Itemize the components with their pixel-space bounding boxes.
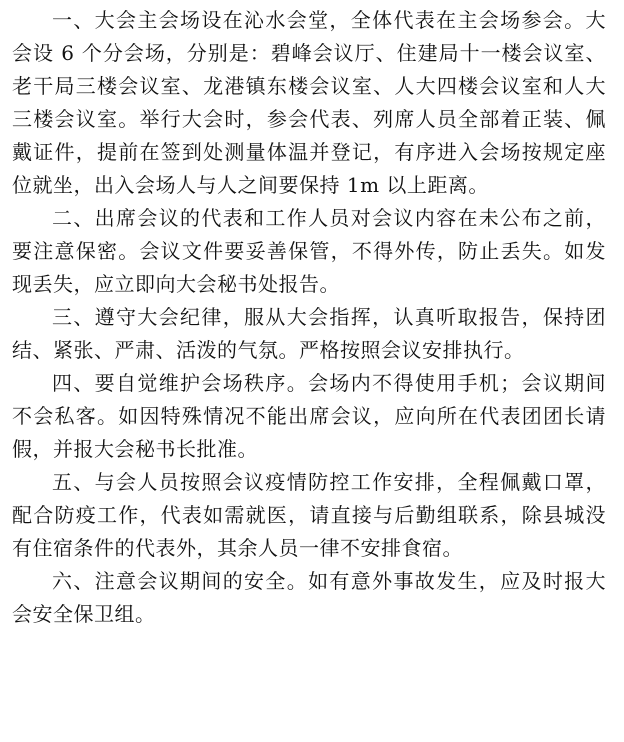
text-line: 结、紧张、严肃、活泼的气氛。严格按照会议安排执行。 <box>12 338 525 362</box>
text-line: 老干局三楼会议室、龙港镇东楼会议室、人大四楼会议室和人大 <box>12 74 606 98</box>
text-line: 配合防疫工作，代表如需就医，请直接与后勤组联系，除县城没 <box>12 503 606 527</box>
text-line: 六、注意会议期间的安全。如有意外事故发生，应及时报大 <box>52 569 606 593</box>
text-line: 有住宿条件的代表外，其余人员一律不安排食宿。 <box>12 536 463 560</box>
paragraph-5 <box>12 466 606 565</box>
paragraph-4 <box>12 367 606 466</box>
text-line: 三楼会议室。举行大会时，参会代表、列席人员全部着正装、佩 <box>12 107 606 131</box>
paragraph-3 <box>12 301 606 367</box>
paragraph-6 <box>12 565 606 631</box>
text-line: 假，并报大会秘书长批准。 <box>12 437 258 461</box>
text-line: 四、要自觉维护会场秩序。会场内不得使用手机；会议期间 <box>52 371 606 395</box>
text-line: 位就坐，出入会场人与人之间要保持 1m 以上距离。 <box>12 173 489 197</box>
text-line: 一、大会主会场设在沁水会堂，全体代表在主会场参会。大 <box>52 8 606 32</box>
text-line: 现丢失，应立即向大会秘书处报告。 <box>12 272 340 296</box>
text-line: 会安全保卫组。 <box>12 602 156 626</box>
text-line: 戴证件，提前在签到处测量体温并登记，有序进入会场按规定座 <box>12 140 606 164</box>
paragraph-2 <box>12 202 606 301</box>
text-line: 要注意保密。会议文件要妥善保管，不得外传，防止丢失。如发 <box>12 239 606 263</box>
text-line: 不会私客。如因特殊情况不能出席会议，应向所在代表团团长请 <box>12 404 606 428</box>
paragraph-1 <box>12 4 606 202</box>
text-line: 二、出席会议的代表和工作人员对会议内容在未公布之前， <box>52 206 606 230</box>
text-line: 会设 6 个分会场，分别是：碧峰会议厅、住建局十一楼会议室、 <box>12 41 606 65</box>
text-line: 三、遵守大会纪律，服从大会指挥，认真听取报告，保持团 <box>52 305 606 329</box>
text-line: 五、与会人员按照会议疫情防控工作安排，全程佩戴口罩， <box>52 470 606 494</box>
